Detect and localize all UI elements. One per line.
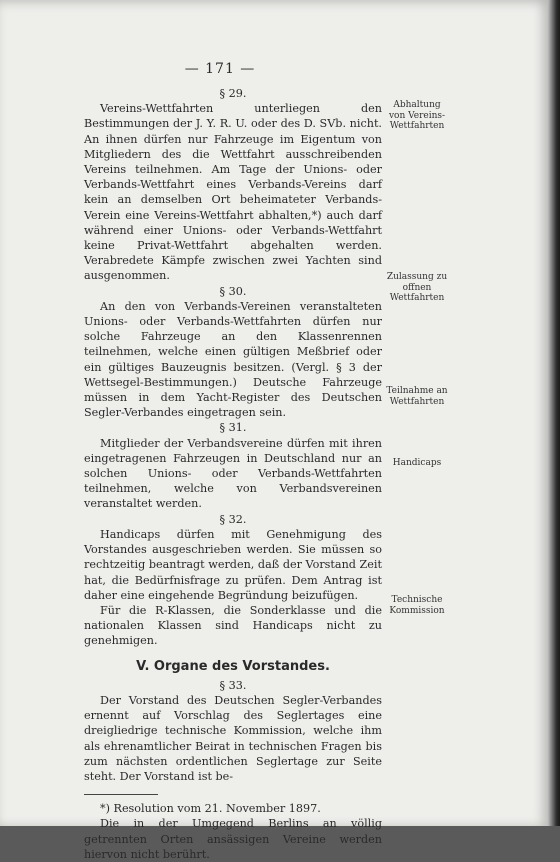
- section-heading-32: § 32.: [219, 512, 247, 526]
- footnote-line-1: *) Resolution vom 21. November 1897.: [100, 802, 321, 816]
- section-heading-29: § 29.: [219, 87, 247, 100]
- margin-note-33: Technische Kommission: [389, 595, 445, 616]
- margin-note-31: Teilnahme an Wettfahrten: [386, 386, 448, 407]
- paragraph-29: Vereins-Wettfahrten unterliegen den Bestimmungen der J. Y. R. U. oder des D. SVb. nicht. An ihnen dürfen nur Fahrzeuge im Eigentum von Mitgliedern des die Wettfahrt ausschreibenden Vereins teilnehmen. Am Tage der Unions- oder Verbands-Wettfahrt eines Verbands-Vereins darf kein an demselben Ort beheimateter Verbands-Verein eine Vereins-Wettfahrt abhalten,*) auch darf während einer Unions- oder Verbands-Wettfahrt keine Privat-Wettfahrt abgehalten werden. Verabredete Kämpfe zwischen zwei Yachten sind ausgenommen.: [84, 102, 382, 283]
- paragraph-32a: Handicaps dürfen mit Genehmigung des Vorstandes ausgeschrieben werden. Sie müssen so rechtzeitig beantragt werden, daß der Vorstand Zeit hat, die Bedürfnisfrage zu prüfen. Dem Antrag ist daher eine eingehende Begründung beizufügen.: [84, 527, 382, 602]
- paragraph-32b: Für die R-Klassen, die Sonderklasse und die nationalen Klassen sind Handicaps nicht zu genehmigen.: [84, 603, 382, 648]
- section-heading-31: § 31.: [219, 421, 247, 435]
- paragraph-33: Der Vorstand des Deutschen Segler-Verbandes ernennt auf Vorschlag des Seglertages eine dreigliedrige technische Kommission, welche ihm als ehrenamtlicher Beirat in technischen Fragen bis zum nächsten ordentlichen Seglertage zur Seite steht. Der Vorstand ist be-: [84, 693, 382, 783]
- chapter-heading: V. Organe des Vorstandes.: [136, 658, 330, 674]
- margin-note-32: Handicaps: [392, 458, 442, 468]
- page-number: — 171 —: [184, 61, 256, 77]
- section-heading-30: § 30.: [219, 284, 247, 298]
- margin-note-30: Zulassung zu offnen Wettfahrten: [386, 272, 448, 303]
- paragraph-30: An den von Verbands-Vereinen veranstalteten Unions- oder Verbands-Wettfahrten dürfen nur solche Fahrzeuge an den Klassenrennen teilnehmen, welche einen gültigen Meßbrief oder ein gültiges Bauzeugnis besitzen. (Vergl. § 3 der Wettsegel-Bestimmungen.) Deutsche Fahrzeuge müssen in dem Yacht-Register des Deutschen Segler-Verbandes eingetragen sein.: [84, 299, 382, 420]
- footnote-divider: [84, 794, 158, 795]
- footnote-line-2: Die in der Umgegend Berlins an völlig getrennten Orten ansässigen Vereine werden hiervon nicht berührt.: [84, 817, 382, 861]
- paragraph-31: Mitglieder der Verbandsvereine dürfen mit ihren eingetragenen Fahrzeugen in Deutschland nur an solchen Unions- oder Verbands-Wettfahrten teilnehmen, welche von Verbandsvereinen veranstaltet werden.: [84, 436, 382, 511]
- section-heading-33: § 33.: [219, 678, 247, 692]
- margin-note-29: Abhaltung von Vereins-Wettfahrten: [388, 100, 446, 131]
- page-edge-shadow: [548, 0, 560, 826]
- main-text: [84, 86, 382, 862]
